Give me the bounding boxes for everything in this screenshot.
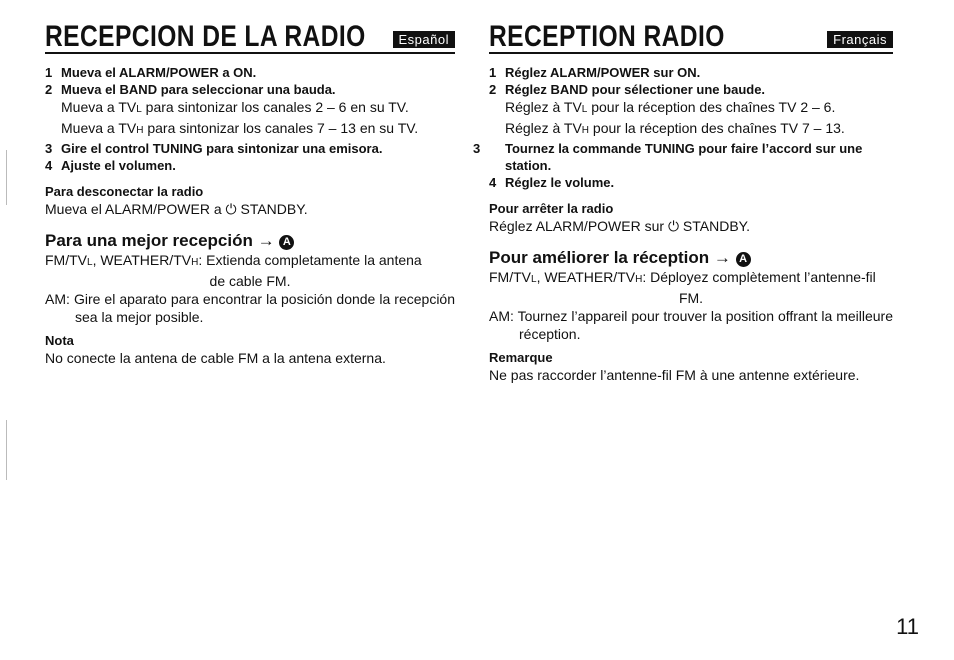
am-label: AM: bbox=[489, 308, 514, 324]
disconnect-text bbox=[489, 217, 893, 235]
step-3 bbox=[45, 140, 455, 157]
step-number: 3 bbox=[45, 141, 53, 156]
band-line-suffix: para sintonizar los canales 2 – 6 en su TV. bbox=[141, 99, 409, 115]
note-heading: Nota bbox=[45, 333, 74, 348]
band-subscript: L bbox=[581, 104, 588, 115]
band-line-suffix: pour la réception des chaînes TV 7 – 13. bbox=[589, 120, 845, 136]
step-number: 4 bbox=[489, 175, 497, 190]
step-1 bbox=[45, 64, 455, 81]
band-line-prefix: Réglez à TV bbox=[505, 120, 582, 136]
band-line-tvl bbox=[45, 98, 455, 119]
note-text: No conecte la antena de cable FM a la antena externa. bbox=[45, 350, 386, 366]
french-title-row bbox=[489, 0, 893, 54]
fm-text: : Déployez complètement l’antenne-fil bbox=[642, 269, 876, 285]
step-1 bbox=[489, 64, 893, 81]
step-3 bbox=[473, 140, 893, 174]
fm-subscript-a: L bbox=[87, 257, 93, 268]
step-text: Tournez la commande TUNING pour faire l’accord sur une station. bbox=[505, 141, 863, 173]
spanish-page-title: RECEPCION DE LA RADIO bbox=[45, 20, 366, 53]
step-number: 3 bbox=[473, 141, 481, 156]
step-number: 2 bbox=[45, 82, 53, 97]
step-4 bbox=[489, 174, 893, 191]
am-label: AM: bbox=[45, 291, 70, 307]
spanish-steps bbox=[45, 64, 455, 174]
french-column bbox=[473, 0, 893, 384]
step-text: Mueva el BAND para seleccionar una bauda. bbox=[61, 82, 336, 97]
step-text: Mueva el ALARM/POWER a ON. bbox=[61, 65, 257, 80]
disconnect-prefix: Mueva el ALARM/POWER a bbox=[45, 201, 226, 217]
better-reception-label: Pour améliorer la réception bbox=[489, 248, 710, 267]
scan-mark bbox=[6, 150, 7, 205]
band-subscript: H bbox=[581, 125, 590, 136]
fm-subscript-b: H bbox=[635, 274, 643, 285]
spanish-title-row bbox=[45, 0, 455, 54]
circled-a-icon: A bbox=[279, 235, 294, 250]
note-text: Ne pas raccorder l’antenne-fil FM à une antenne extérieure. bbox=[489, 367, 860, 383]
scan-mark bbox=[6, 420, 7, 480]
am-text: Tournez l’appareil pour trouver la position offrant la meilleure réception. bbox=[517, 308, 893, 342]
step-2 bbox=[489, 81, 893, 98]
fm-label-a: FM/TV bbox=[45, 252, 87, 268]
arrow-right-icon: → bbox=[713, 248, 731, 267]
disconnect-prefix: Réglez ALARM/POWER sur bbox=[489, 218, 668, 234]
step-text: Réglez le volume. bbox=[505, 175, 615, 190]
am-instruction bbox=[45, 290, 455, 326]
language-badge-spanish: Español bbox=[393, 31, 455, 48]
better-reception-heading bbox=[45, 231, 455, 251]
band-line-suffix: pour la réception des chaînes TV 2 – 6. bbox=[587, 99, 836, 115]
step-number: 1 bbox=[45, 65, 53, 80]
fm-label-b: , WEATHER/TV bbox=[92, 252, 192, 268]
fm-text: : Extienda completamente la antena bbox=[198, 252, 422, 268]
band-line-prefix: Réglez à TV bbox=[505, 99, 582, 115]
step-text: Réglez BAND pour sélectioner une baude. bbox=[505, 82, 766, 97]
power-icon: ⏻ bbox=[667, 218, 680, 234]
disconnect-text bbox=[45, 200, 455, 218]
am-instruction bbox=[489, 307, 893, 343]
band-line-suffix: para sintonizar los canales 7 – 13 en su TV. bbox=[143, 120, 419, 136]
band-line-prefix: Mueva a TV bbox=[61, 120, 137, 136]
better-reception-label: Para una mejor recepción bbox=[45, 231, 253, 250]
french-page-title: RECEPTION RADIO bbox=[489, 20, 725, 53]
better-reception-heading bbox=[489, 248, 893, 268]
band-subscript: H bbox=[136, 125, 144, 136]
circled-a-icon: A bbox=[736, 252, 751, 267]
step-4 bbox=[45, 157, 455, 174]
fm-text-continued: de cable FM. bbox=[209, 273, 291, 289]
band-subscript: L bbox=[136, 104, 142, 115]
fm-instruction bbox=[45, 251, 455, 290]
fm-instruction bbox=[489, 268, 893, 307]
fm-subscript-a: L bbox=[531, 274, 537, 285]
french-steps bbox=[473, 64, 893, 191]
disconnect-suffix: STANDBY. bbox=[236, 201, 308, 217]
band-line-prefix: Mueva a TV bbox=[61, 99, 137, 115]
disconnect-heading: Para desconectar la radio bbox=[45, 184, 204, 199]
arrow-right-icon: → bbox=[257, 231, 275, 250]
band-line-tvh bbox=[45, 119, 455, 140]
fm-label-a: FM/TV bbox=[489, 269, 531, 285]
step-text: Ajuste el volumen. bbox=[61, 158, 176, 173]
am-text: Gire el aparato para encontrar la posición donde la recepción sea la mejor posible. bbox=[73, 291, 456, 325]
step-text: Gire el control TUNING para sintonizar una emisora. bbox=[61, 141, 383, 156]
disconnect-suffix: STANDBY. bbox=[679, 218, 751, 234]
band-line-tvl bbox=[489, 98, 893, 119]
language-badge-french: Français bbox=[827, 31, 893, 48]
fm-subscript-b: H bbox=[191, 257, 199, 268]
spanish-column bbox=[45, 0, 455, 367]
step-number: 4 bbox=[45, 158, 53, 173]
note-heading: Remarque bbox=[489, 350, 553, 365]
band-line-tvh bbox=[489, 119, 893, 140]
step-number: 1 bbox=[489, 65, 497, 80]
fm-text-continued: FM. bbox=[678, 290, 704, 306]
fm-label-b: , WEATHER/TV bbox=[536, 269, 636, 285]
page-number: 11 bbox=[896, 614, 919, 639]
disconnect-heading: Pour arrêter la radio bbox=[489, 201, 614, 216]
step-text: Réglez ALARM/POWER sur ON. bbox=[505, 65, 701, 80]
step-number: 2 bbox=[489, 82, 497, 97]
step-2 bbox=[45, 81, 455, 98]
power-icon: ⏻ bbox=[225, 201, 237, 217]
